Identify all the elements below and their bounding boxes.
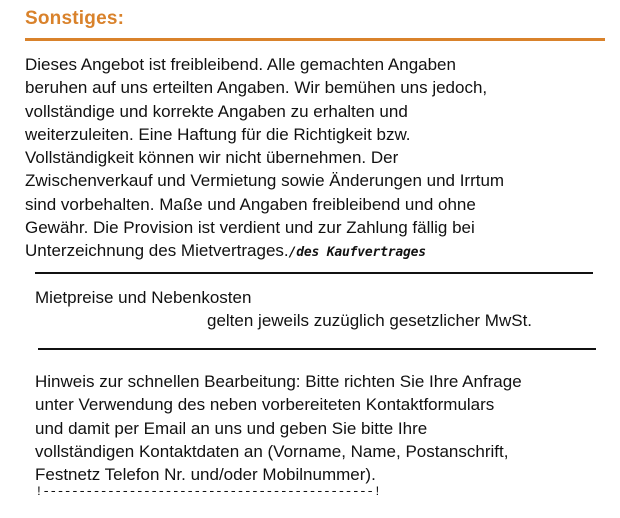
disclaimer-text: Dieses Angebot ist freibleibend. Alle gemachten Angaben beruhen auf uns erteilten Angaben. Wir bemühen uns jedoch, vollständige und korrekte Angaben zu erhalten und weiterzuleiten. Eine Haftung für die Richtigkeit bzw. Vollständigkeit können wir nicht übernehmen. Der Zwischenverkauf und Vermietung sowie Änderungen und Irrtum sind vorbehalten. Maße und Angaben freibleibend und ohne Gewähr. Die Provision ist verdient und zur Zahlung fällig bei Unterzeichnung des Mietvertrages.	[25, 55, 505, 261]
disclaimer-paragraph	[25, 53, 610, 265]
dashed-separator: !----------------------------------------------!	[35, 484, 381, 499]
handwritten-addition: /des Kaufvertrages	[288, 245, 426, 261]
section-title: Sonstiges:	[25, 8, 125, 29]
rent-heading: Mietpreise und Nebenkosten	[35, 288, 252, 307]
processing-hint: Hinweis zur schnellen Bearbeitung: Bitte richten Sie Ihre Anfrage unter Verwendung des neben vorbereiteten Kontaktformulars und damit per Email an uns und geben Sie bitte Ihre vollständigen Kontaktdaten an (Vorname, Name, Postanschrift, Festnetz Telefon Nr. und/oder Mobilnummer).	[35, 372, 522, 485]
divider-bottom	[38, 348, 596, 350]
divider-top	[35, 272, 593, 274]
title-underline	[25, 38, 605, 41]
rent-note: gelten jeweils zuzüglich gesetzlicher MwSt.	[207, 311, 533, 330]
